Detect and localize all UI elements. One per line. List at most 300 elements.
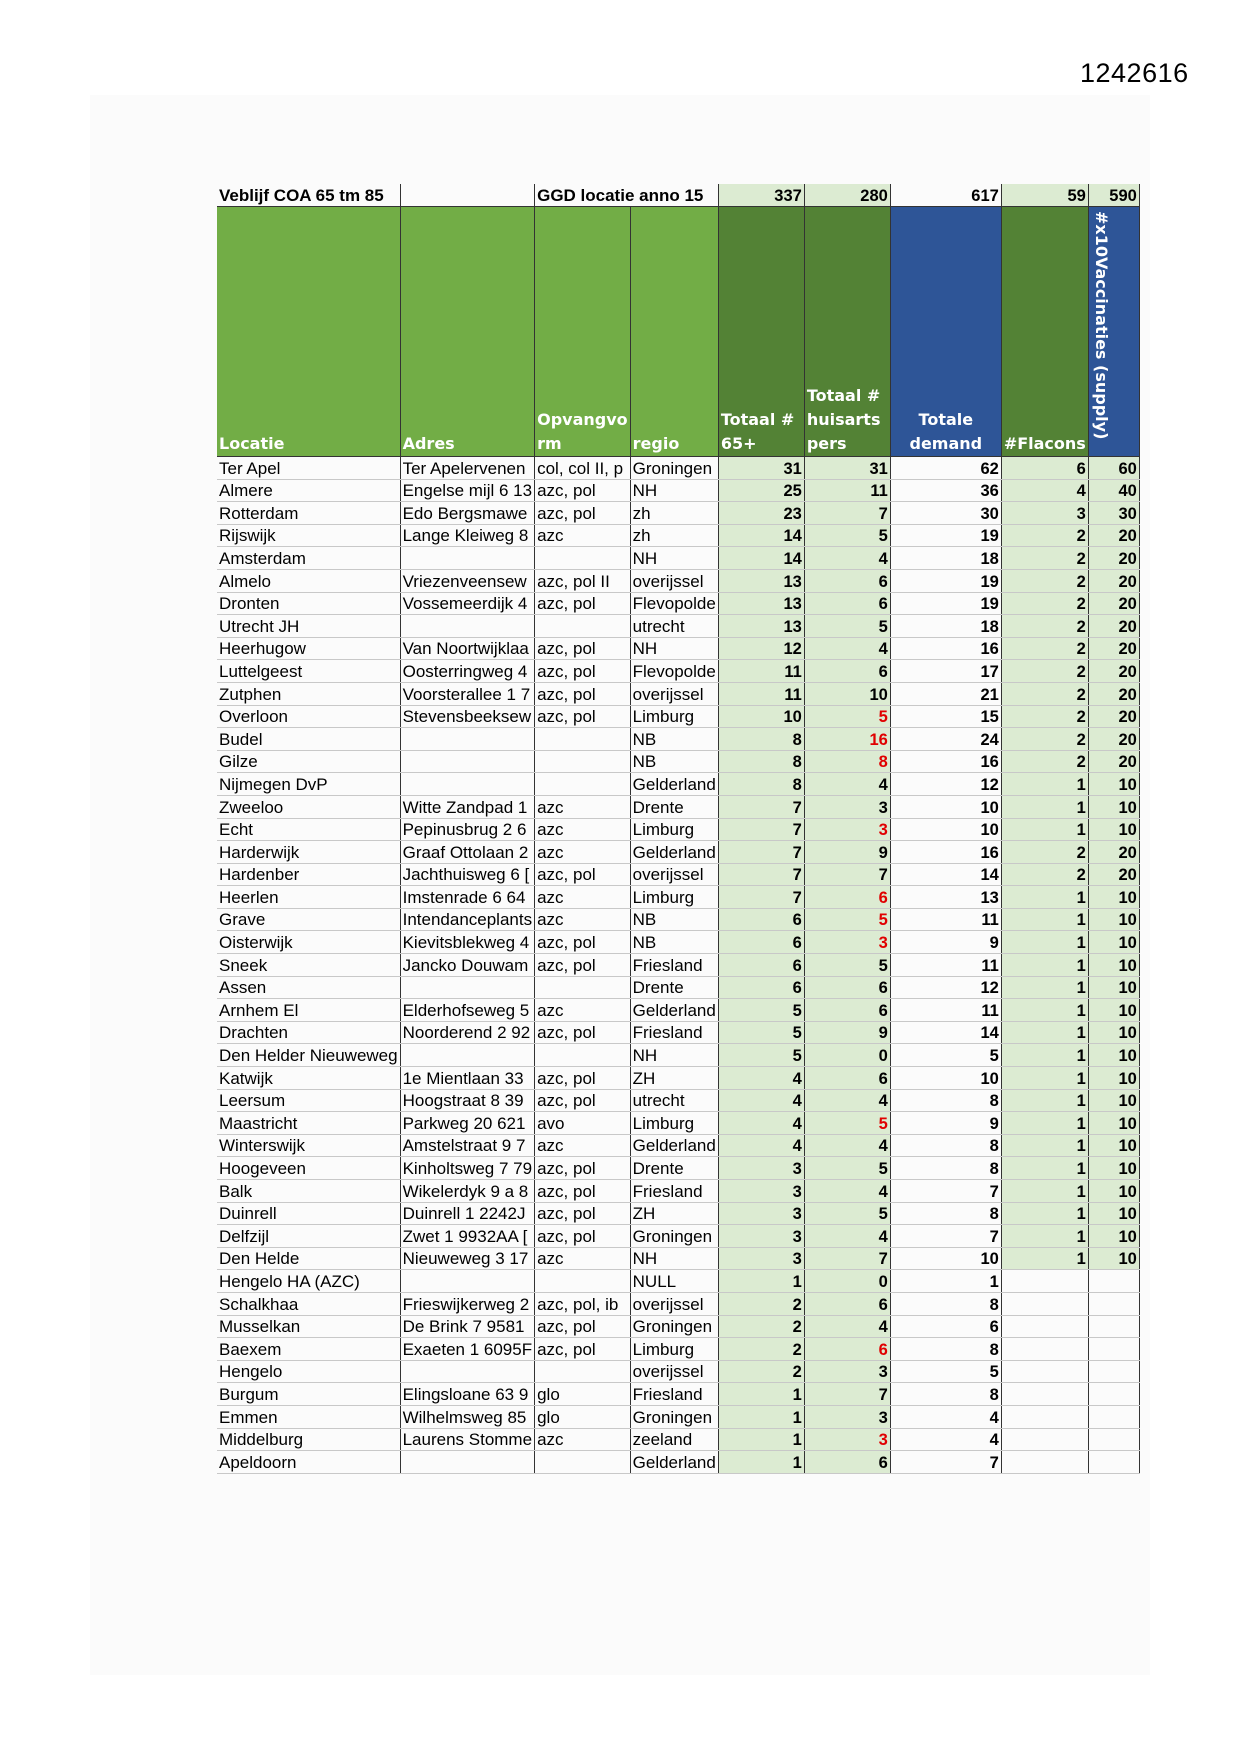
table-row bbox=[217, 908, 1139, 931]
cell-huisarts: 5 bbox=[804, 908, 890, 931]
cell-vaccinaties: 10 bbox=[1088, 773, 1139, 796]
cell-regio: Limburg bbox=[630, 818, 718, 841]
cell-locatie: Echt bbox=[217, 818, 400, 841]
table-row bbox=[217, 615, 1139, 638]
cell-flacons: 2 bbox=[1001, 615, 1088, 638]
cell-vaccinaties: 10 bbox=[1088, 818, 1139, 841]
cell-vaccinaties bbox=[1088, 1315, 1139, 1338]
cell-vaccinaties: 10 bbox=[1088, 886, 1139, 909]
cell-flacons: 1 bbox=[1001, 1157, 1088, 1180]
table-row bbox=[217, 976, 1139, 999]
cell-demand: 12 bbox=[890, 773, 1001, 796]
cell-locatie: Maastricht bbox=[217, 1112, 400, 1135]
cell-locatie: Den Helder Nieuweweg bbox=[217, 1044, 400, 1067]
table-row bbox=[217, 1338, 1139, 1361]
table-row bbox=[217, 795, 1139, 818]
cell-vaccinaties: 10 bbox=[1088, 1157, 1139, 1180]
cell-opvangvorm: azc, pol bbox=[535, 479, 631, 502]
table-row bbox=[217, 1112, 1139, 1135]
cell-opvangvorm bbox=[535, 547, 631, 570]
cell-demand: 15 bbox=[890, 705, 1001, 728]
cell-adres: Nieuweweg 3 17 bbox=[400, 1247, 535, 1270]
cell-huisarts: 4 bbox=[804, 1180, 890, 1203]
cell-totaal-65: 2 bbox=[718, 1360, 804, 1383]
table-row bbox=[217, 1315, 1139, 1338]
table-row bbox=[217, 682, 1139, 705]
cell-opvangvorm: glo bbox=[535, 1405, 631, 1428]
cell-adres: De Brink 7 9581 bbox=[400, 1315, 535, 1338]
cell-regio: ZH bbox=[630, 1067, 718, 1090]
cell-adres: Wikelerdyk 9 a 8 bbox=[400, 1180, 535, 1203]
cell-flacons: 2 bbox=[1001, 637, 1088, 660]
table-row bbox=[217, 569, 1139, 592]
cell-adres: Hoogstraat 8 39 bbox=[400, 1089, 535, 1112]
header-huisarts-line2: huisarts bbox=[806, 410, 881, 429]
cell-vaccinaties: 20 bbox=[1088, 524, 1139, 547]
cell-opvangvorm: azc bbox=[535, 841, 631, 864]
table-row bbox=[217, 1134, 1139, 1157]
cell-totaal-65: 14 bbox=[718, 547, 804, 570]
cell-adres: Kievitsblekweg 4 bbox=[400, 931, 535, 954]
cell-regio: Friesland bbox=[630, 1180, 718, 1203]
cell-huisarts: 4 bbox=[804, 1134, 890, 1157]
cell-huisarts: 5 bbox=[804, 615, 890, 638]
cell-regio: overijssel bbox=[630, 1292, 718, 1315]
cell-totaal-65: 2 bbox=[718, 1338, 804, 1361]
cell-flacons: 2 bbox=[1001, 863, 1088, 886]
cell-vaccinaties: 20 bbox=[1088, 863, 1139, 886]
cell-vaccinaties: 20 bbox=[1088, 547, 1139, 570]
cell-flacons: 1 bbox=[1001, 1089, 1088, 1112]
cell-vaccinaties: 60 bbox=[1088, 457, 1139, 480]
cell-opvangvorm: azc, pol bbox=[535, 660, 631, 683]
cell-huisarts: 4 bbox=[804, 1089, 890, 1112]
cell-flacons: 4 bbox=[1001, 479, 1088, 502]
cell-vaccinaties: 10 bbox=[1088, 976, 1139, 999]
cell-regio: overijssel bbox=[630, 569, 718, 592]
cell-totaal-65: 12 bbox=[718, 637, 804, 660]
cell-adres: Jancko Douwam bbox=[400, 954, 535, 977]
cell-demand: 62 bbox=[890, 457, 1001, 480]
cell-locatie: Emmen bbox=[217, 1405, 400, 1428]
sheet-title: Veblijf COA 65 tm 85 bbox=[217, 184, 400, 207]
header-row bbox=[217, 207, 1139, 457]
cell-flacons: 1 bbox=[1001, 773, 1088, 796]
table-row bbox=[217, 728, 1139, 751]
cell-flacons: 1 bbox=[1001, 1202, 1088, 1225]
cell-demand: 19 bbox=[890, 569, 1001, 592]
cell-totaal-65: 1 bbox=[718, 1383, 804, 1406]
cell-flacons bbox=[1001, 1315, 1088, 1338]
cell-vaccinaties bbox=[1088, 1383, 1139, 1406]
cell-opvangvorm: azc, pol bbox=[535, 1067, 631, 1090]
cell-huisarts: 16 bbox=[804, 728, 890, 751]
cell-locatie: Katwijk bbox=[217, 1067, 400, 1090]
header-adres-label: Adres bbox=[402, 434, 455, 453]
cell-adres: Voorsterallee 1 7 bbox=[400, 682, 535, 705]
cell-locatie: Zweeloo bbox=[217, 795, 400, 818]
cell-demand: 8 bbox=[890, 1089, 1001, 1112]
table-row bbox=[217, 1157, 1139, 1180]
cell-totaal-65: 13 bbox=[718, 569, 804, 592]
header-totaal-65-line1: Totaal # bbox=[720, 410, 795, 429]
cell-totaal-65: 7 bbox=[718, 795, 804, 818]
cell-regio: Limburg bbox=[630, 705, 718, 728]
cell-opvangvorm: azc, pol bbox=[535, 954, 631, 977]
cell-locatie: Budel bbox=[217, 728, 400, 751]
table-row bbox=[217, 818, 1139, 841]
cell-flacons bbox=[1001, 1270, 1088, 1293]
cell-flacons: 2 bbox=[1001, 682, 1088, 705]
cell-adres: Exaeten 1 6095F bbox=[400, 1338, 535, 1361]
table-row bbox=[217, 841, 1139, 864]
cell-flacons: 1 bbox=[1001, 1134, 1088, 1157]
cell-flacons: 2 bbox=[1001, 728, 1088, 751]
table-row bbox=[217, 1428, 1139, 1451]
cell-regio: overijssel bbox=[630, 682, 718, 705]
cell-adres: Elingsloane 63 9 bbox=[400, 1383, 535, 1406]
cell-totaal-65: 6 bbox=[718, 931, 804, 954]
cell-huisarts: 6 bbox=[804, 569, 890, 592]
cell-locatie: Baexem bbox=[217, 1338, 400, 1361]
cell-opvangvorm: glo bbox=[535, 1383, 631, 1406]
cell-demand: 1 bbox=[890, 1270, 1001, 1293]
cell-demand: 11 bbox=[890, 954, 1001, 977]
table-row bbox=[217, 1383, 1139, 1406]
cell-locatie: Musselkan bbox=[217, 1315, 400, 1338]
table-row bbox=[217, 1451, 1139, 1474]
header-locatie bbox=[217, 207, 400, 457]
cell-locatie: Luttelgeest bbox=[217, 660, 400, 683]
header-demand-line1: Totale bbox=[918, 410, 974, 429]
cell-vaccinaties bbox=[1088, 1360, 1139, 1383]
cell-opvangvorm: azc, pol bbox=[535, 502, 631, 525]
cell-regio: Gelderland bbox=[630, 1134, 718, 1157]
cell-vaccinaties: 20 bbox=[1088, 705, 1139, 728]
cell-locatie: Amsterdam bbox=[217, 547, 400, 570]
cell-demand: 5 bbox=[890, 1044, 1001, 1067]
cell-totaal-65: 6 bbox=[718, 976, 804, 999]
cell-totaal-65: 5 bbox=[718, 999, 804, 1022]
cell-totaal-65: 4 bbox=[718, 1067, 804, 1090]
cell-regio: Groningen bbox=[630, 457, 718, 480]
total-flacons: 59 bbox=[1001, 184, 1088, 207]
header-flacons-label: #Flacons bbox=[1003, 434, 1086, 453]
table-row bbox=[217, 1247, 1139, 1270]
cell-totaal-65: 3 bbox=[718, 1157, 804, 1180]
table-row bbox=[217, 592, 1139, 615]
cell-vaccinaties: 20 bbox=[1088, 728, 1139, 751]
cell-flacons bbox=[1001, 1338, 1088, 1361]
cell-locatie: Ter Apel bbox=[217, 457, 400, 480]
cell-adres: Duinrell 1 2242J bbox=[400, 1202, 535, 1225]
cell-regio: Gelderland bbox=[630, 773, 718, 796]
cell-flacons: 1 bbox=[1001, 999, 1088, 1022]
cell-totaal-65: 2 bbox=[718, 1292, 804, 1315]
cell-huisarts: 4 bbox=[804, 773, 890, 796]
cell-huisarts: 4 bbox=[804, 637, 890, 660]
cell-adres bbox=[400, 1451, 535, 1474]
cell-locatie: Sneek bbox=[217, 954, 400, 977]
cell-opvangvorm bbox=[535, 773, 631, 796]
cell-flacons: 6 bbox=[1001, 457, 1088, 480]
cell-totaal-65: 7 bbox=[718, 886, 804, 909]
cell-demand: 10 bbox=[890, 1247, 1001, 1270]
cell-flacons: 1 bbox=[1001, 976, 1088, 999]
cell-totaal-65: 3 bbox=[718, 1202, 804, 1225]
cell-regio: NH bbox=[630, 547, 718, 570]
cell-locatie: Hardenber bbox=[217, 863, 400, 886]
cell-huisarts: 3 bbox=[804, 795, 890, 818]
cell-huisarts: 5 bbox=[804, 1112, 890, 1135]
cell-totaal-65: 8 bbox=[718, 728, 804, 751]
cell-adres: Frieswijkerweg 2 bbox=[400, 1292, 535, 1315]
cell-flacons: 1 bbox=[1001, 886, 1088, 909]
cell-adres bbox=[400, 728, 535, 751]
cell-demand: 10 bbox=[890, 818, 1001, 841]
header-flacons bbox=[1001, 207, 1088, 457]
cell-demand: 16 bbox=[890, 841, 1001, 864]
cell-regio: Groningen bbox=[630, 1315, 718, 1338]
cell-totaal-65: 10 bbox=[718, 705, 804, 728]
cell-locatie: Almere bbox=[217, 479, 400, 502]
cell-locatie: Burgum bbox=[217, 1383, 400, 1406]
cell-regio: Groningen bbox=[630, 1405, 718, 1428]
header-regio-label: regio bbox=[632, 434, 680, 453]
cell-totaal-65: 1 bbox=[718, 1270, 804, 1293]
cell-locatie: Middelburg bbox=[217, 1428, 400, 1451]
cell-opvangvorm bbox=[535, 1270, 631, 1293]
cell-demand: 9 bbox=[890, 1112, 1001, 1135]
header-vaccinaties-label: #x10Vaccinaties (supply) bbox=[1091, 211, 1111, 440]
cell-vaccinaties: 10 bbox=[1088, 1225, 1139, 1248]
cell-adres: Elderhofseweg 5 bbox=[400, 999, 535, 1022]
cell-adres: Edo Bergsmawe bbox=[400, 502, 535, 525]
cell-opvangvorm: azc bbox=[535, 886, 631, 909]
cell-huisarts: 3 bbox=[804, 1428, 890, 1451]
cell-huisarts: 7 bbox=[804, 502, 890, 525]
table-row bbox=[217, 457, 1139, 480]
cell-regio: NB bbox=[630, 931, 718, 954]
cell-regio: utrecht bbox=[630, 1089, 718, 1112]
cell-huisarts: 4 bbox=[804, 1315, 890, 1338]
cell-opvangvorm: azc bbox=[535, 999, 631, 1022]
cell-adres: Zwet 1 9932AA [ bbox=[400, 1225, 535, 1248]
table-row bbox=[217, 1089, 1139, 1112]
cell-vaccinaties: 10 bbox=[1088, 1247, 1139, 1270]
cell-demand: 11 bbox=[890, 908, 1001, 931]
cell-opvangvorm: azc, pol bbox=[535, 592, 631, 615]
cell-opvangvorm: azc, pol, ib bbox=[535, 1292, 631, 1315]
cell-totaal-65: 23 bbox=[718, 502, 804, 525]
cell-demand: 4 bbox=[890, 1405, 1001, 1428]
cell-locatie: Drachten bbox=[217, 1021, 400, 1044]
cell-vaccinaties: 10 bbox=[1088, 1180, 1139, 1203]
cell-locatie: Nijmegen DvP bbox=[217, 773, 400, 796]
table-row bbox=[217, 1180, 1139, 1203]
header-totaal-65-line2: 65+ bbox=[720, 434, 757, 453]
cell-huisarts: 7 bbox=[804, 863, 890, 886]
cell-adres bbox=[400, 750, 535, 773]
cell-opvangvorm: azc bbox=[535, 795, 631, 818]
table-row bbox=[217, 1270, 1139, 1293]
cell-flacons: 1 bbox=[1001, 1067, 1088, 1090]
cell-demand: 12 bbox=[890, 976, 1001, 999]
cell-regio: Flevopolde bbox=[630, 592, 718, 615]
cell-demand: 7 bbox=[890, 1225, 1001, 1248]
cell-vaccinaties: 20 bbox=[1088, 841, 1139, 864]
cell-vaccinaties: 10 bbox=[1088, 1021, 1139, 1044]
cell-opvangvorm: azc, pol bbox=[535, 682, 631, 705]
cell-flacons: 2 bbox=[1001, 750, 1088, 773]
cell-totaal-65: 6 bbox=[718, 954, 804, 977]
cell-totaal-65: 13 bbox=[718, 615, 804, 638]
cell-totaal-65: 3 bbox=[718, 1225, 804, 1248]
cell-regio: Friesland bbox=[630, 1021, 718, 1044]
cell-opvangvorm: azc bbox=[535, 1428, 631, 1451]
cell-adres: Stevensbeeksew bbox=[400, 705, 535, 728]
cell-adres: Vossemeerdijk 4 bbox=[400, 592, 535, 615]
table-row bbox=[217, 502, 1139, 525]
cell-flacons: 1 bbox=[1001, 1021, 1088, 1044]
cell-huisarts: 6 bbox=[804, 886, 890, 909]
header-locatie-label: Locatie bbox=[219, 434, 285, 453]
cell-demand: 7 bbox=[890, 1451, 1001, 1474]
cell-adres: Pepinusbrug 2 6 bbox=[400, 818, 535, 841]
cell-locatie: Heerhugow bbox=[217, 637, 400, 660]
cell-locatie: Apeldoorn bbox=[217, 1451, 400, 1474]
cell-demand: 8 bbox=[890, 1134, 1001, 1157]
cell-regio: overijssel bbox=[630, 1360, 718, 1383]
cell-huisarts: 5 bbox=[804, 954, 890, 977]
cell-vaccinaties bbox=[1088, 1338, 1139, 1361]
cell-demand: 36 bbox=[890, 479, 1001, 502]
cell-totaal-65: 7 bbox=[718, 818, 804, 841]
cell-opvangvorm: azc, pol bbox=[535, 1021, 631, 1044]
cell-regio: Gelderland bbox=[630, 1451, 718, 1474]
cell-adres: Laurens Stomme bbox=[400, 1428, 535, 1451]
cell-opvangvorm: azc bbox=[535, 1134, 631, 1157]
table-row bbox=[217, 1202, 1139, 1225]
cell-totaal-65: 4 bbox=[718, 1134, 804, 1157]
totals-row bbox=[217, 184, 1139, 207]
cell-huisarts: 0 bbox=[804, 1270, 890, 1293]
cell-opvangvorm: azc, pol bbox=[535, 1089, 631, 1112]
cell-vaccinaties bbox=[1088, 1292, 1139, 1315]
cell-demand: 30 bbox=[890, 502, 1001, 525]
cell-totaal-65: 5 bbox=[718, 1044, 804, 1067]
cell-huisarts: 3 bbox=[804, 1405, 890, 1428]
cell-demand: 7 bbox=[890, 1180, 1001, 1203]
cell-huisarts: 31 bbox=[804, 457, 890, 480]
cell-opvangvorm: col, col II, p bbox=[535, 457, 631, 480]
cell-locatie: Arnhem El bbox=[217, 999, 400, 1022]
cell-vaccinaties: 10 bbox=[1088, 931, 1139, 954]
cell-vaccinaties bbox=[1088, 1428, 1139, 1451]
cell-adres: Imstenrade 6 64 bbox=[400, 886, 535, 909]
cell-totaal-65: 31 bbox=[718, 457, 804, 480]
cell-flacons: 2 bbox=[1001, 705, 1088, 728]
cell-totaal-65: 11 bbox=[718, 682, 804, 705]
cell-vaccinaties: 20 bbox=[1088, 750, 1139, 773]
cell-huisarts: 4 bbox=[804, 547, 890, 570]
cell-locatie: Hengelo bbox=[217, 1360, 400, 1383]
cell-opvangvorm: azc bbox=[535, 818, 631, 841]
table-row bbox=[217, 1292, 1139, 1315]
cell-opvangvorm bbox=[535, 1451, 631, 1474]
cell-adres: Oosterringweg 4 bbox=[400, 660, 535, 683]
cell-regio: utrecht bbox=[630, 615, 718, 638]
cell-totaal-65: 4 bbox=[718, 1112, 804, 1135]
cell-demand: 19 bbox=[890, 592, 1001, 615]
cell-huisarts: 10 bbox=[804, 682, 890, 705]
header-demand bbox=[890, 207, 1001, 457]
cell-locatie: Grave bbox=[217, 908, 400, 931]
cell-opvangvorm: azc, pol bbox=[535, 1315, 631, 1338]
cell-vaccinaties: 10 bbox=[1088, 1089, 1139, 1112]
cell-flacons: 2 bbox=[1001, 841, 1088, 864]
cell-vaccinaties: 10 bbox=[1088, 795, 1139, 818]
cell-huisarts: 6 bbox=[804, 660, 890, 683]
cell-huisarts: 6 bbox=[804, 1338, 890, 1361]
cell-opvangvorm: avo bbox=[535, 1112, 631, 1135]
cell-huisarts: 6 bbox=[804, 976, 890, 999]
cell-opvangvorm: azc, pol bbox=[535, 1202, 631, 1225]
cell-regio: Limburg bbox=[630, 1112, 718, 1135]
cell-vaccinaties: 10 bbox=[1088, 1202, 1139, 1225]
cell-huisarts: 6 bbox=[804, 1067, 890, 1090]
cell-locatie: Utrecht JH bbox=[217, 615, 400, 638]
cell-demand: 8 bbox=[890, 1383, 1001, 1406]
cell-adres bbox=[400, 615, 535, 638]
header-huisarts bbox=[804, 207, 890, 457]
header-totaal-65 bbox=[718, 207, 804, 457]
cell-flacons: 1 bbox=[1001, 795, 1088, 818]
cell-locatie: Zutphen bbox=[217, 682, 400, 705]
header-opvangvorm bbox=[535, 207, 631, 457]
cell-adres: Graaf Ottolaan 2 bbox=[400, 841, 535, 864]
cell-locatie: Leersum bbox=[217, 1089, 400, 1112]
table-row bbox=[217, 660, 1139, 683]
cell-totaal-65: 3 bbox=[718, 1180, 804, 1203]
cell-flacons: 2 bbox=[1001, 547, 1088, 570]
cell-totaal-65: 1 bbox=[718, 1405, 804, 1428]
cell-opvangvorm: azc, pol bbox=[535, 863, 631, 886]
total-vaccinaties: 590 bbox=[1088, 184, 1139, 207]
cell-demand: 10 bbox=[890, 1067, 1001, 1090]
cell-regio: Limburg bbox=[630, 1338, 718, 1361]
table-row bbox=[217, 479, 1139, 502]
header-huisarts-line1: Totaal # bbox=[806, 386, 881, 405]
cell-vaccinaties: 20 bbox=[1088, 637, 1139, 660]
cell-opvangvorm: azc, pol bbox=[535, 705, 631, 728]
cell-totaal-65: 13 bbox=[718, 592, 804, 615]
cell-demand: 13 bbox=[890, 886, 1001, 909]
cell-demand: 16 bbox=[890, 637, 1001, 660]
cell-huisarts: 6 bbox=[804, 999, 890, 1022]
cell-huisarts: 5 bbox=[804, 524, 890, 547]
cell-locatie: Rijswijk bbox=[217, 524, 400, 547]
cell-regio: Limburg bbox=[630, 886, 718, 909]
cell-demand: 11 bbox=[890, 999, 1001, 1022]
header-huisarts-line3: pers bbox=[806, 434, 847, 453]
cell-flacons: 1 bbox=[1001, 1180, 1088, 1203]
cell-regio: NULL bbox=[630, 1270, 718, 1293]
cell-flacons: 1 bbox=[1001, 1044, 1088, 1067]
cell-huisarts: 4 bbox=[804, 1225, 890, 1248]
cell-regio: Friesland bbox=[630, 954, 718, 977]
cell-huisarts: 9 bbox=[804, 1021, 890, 1044]
